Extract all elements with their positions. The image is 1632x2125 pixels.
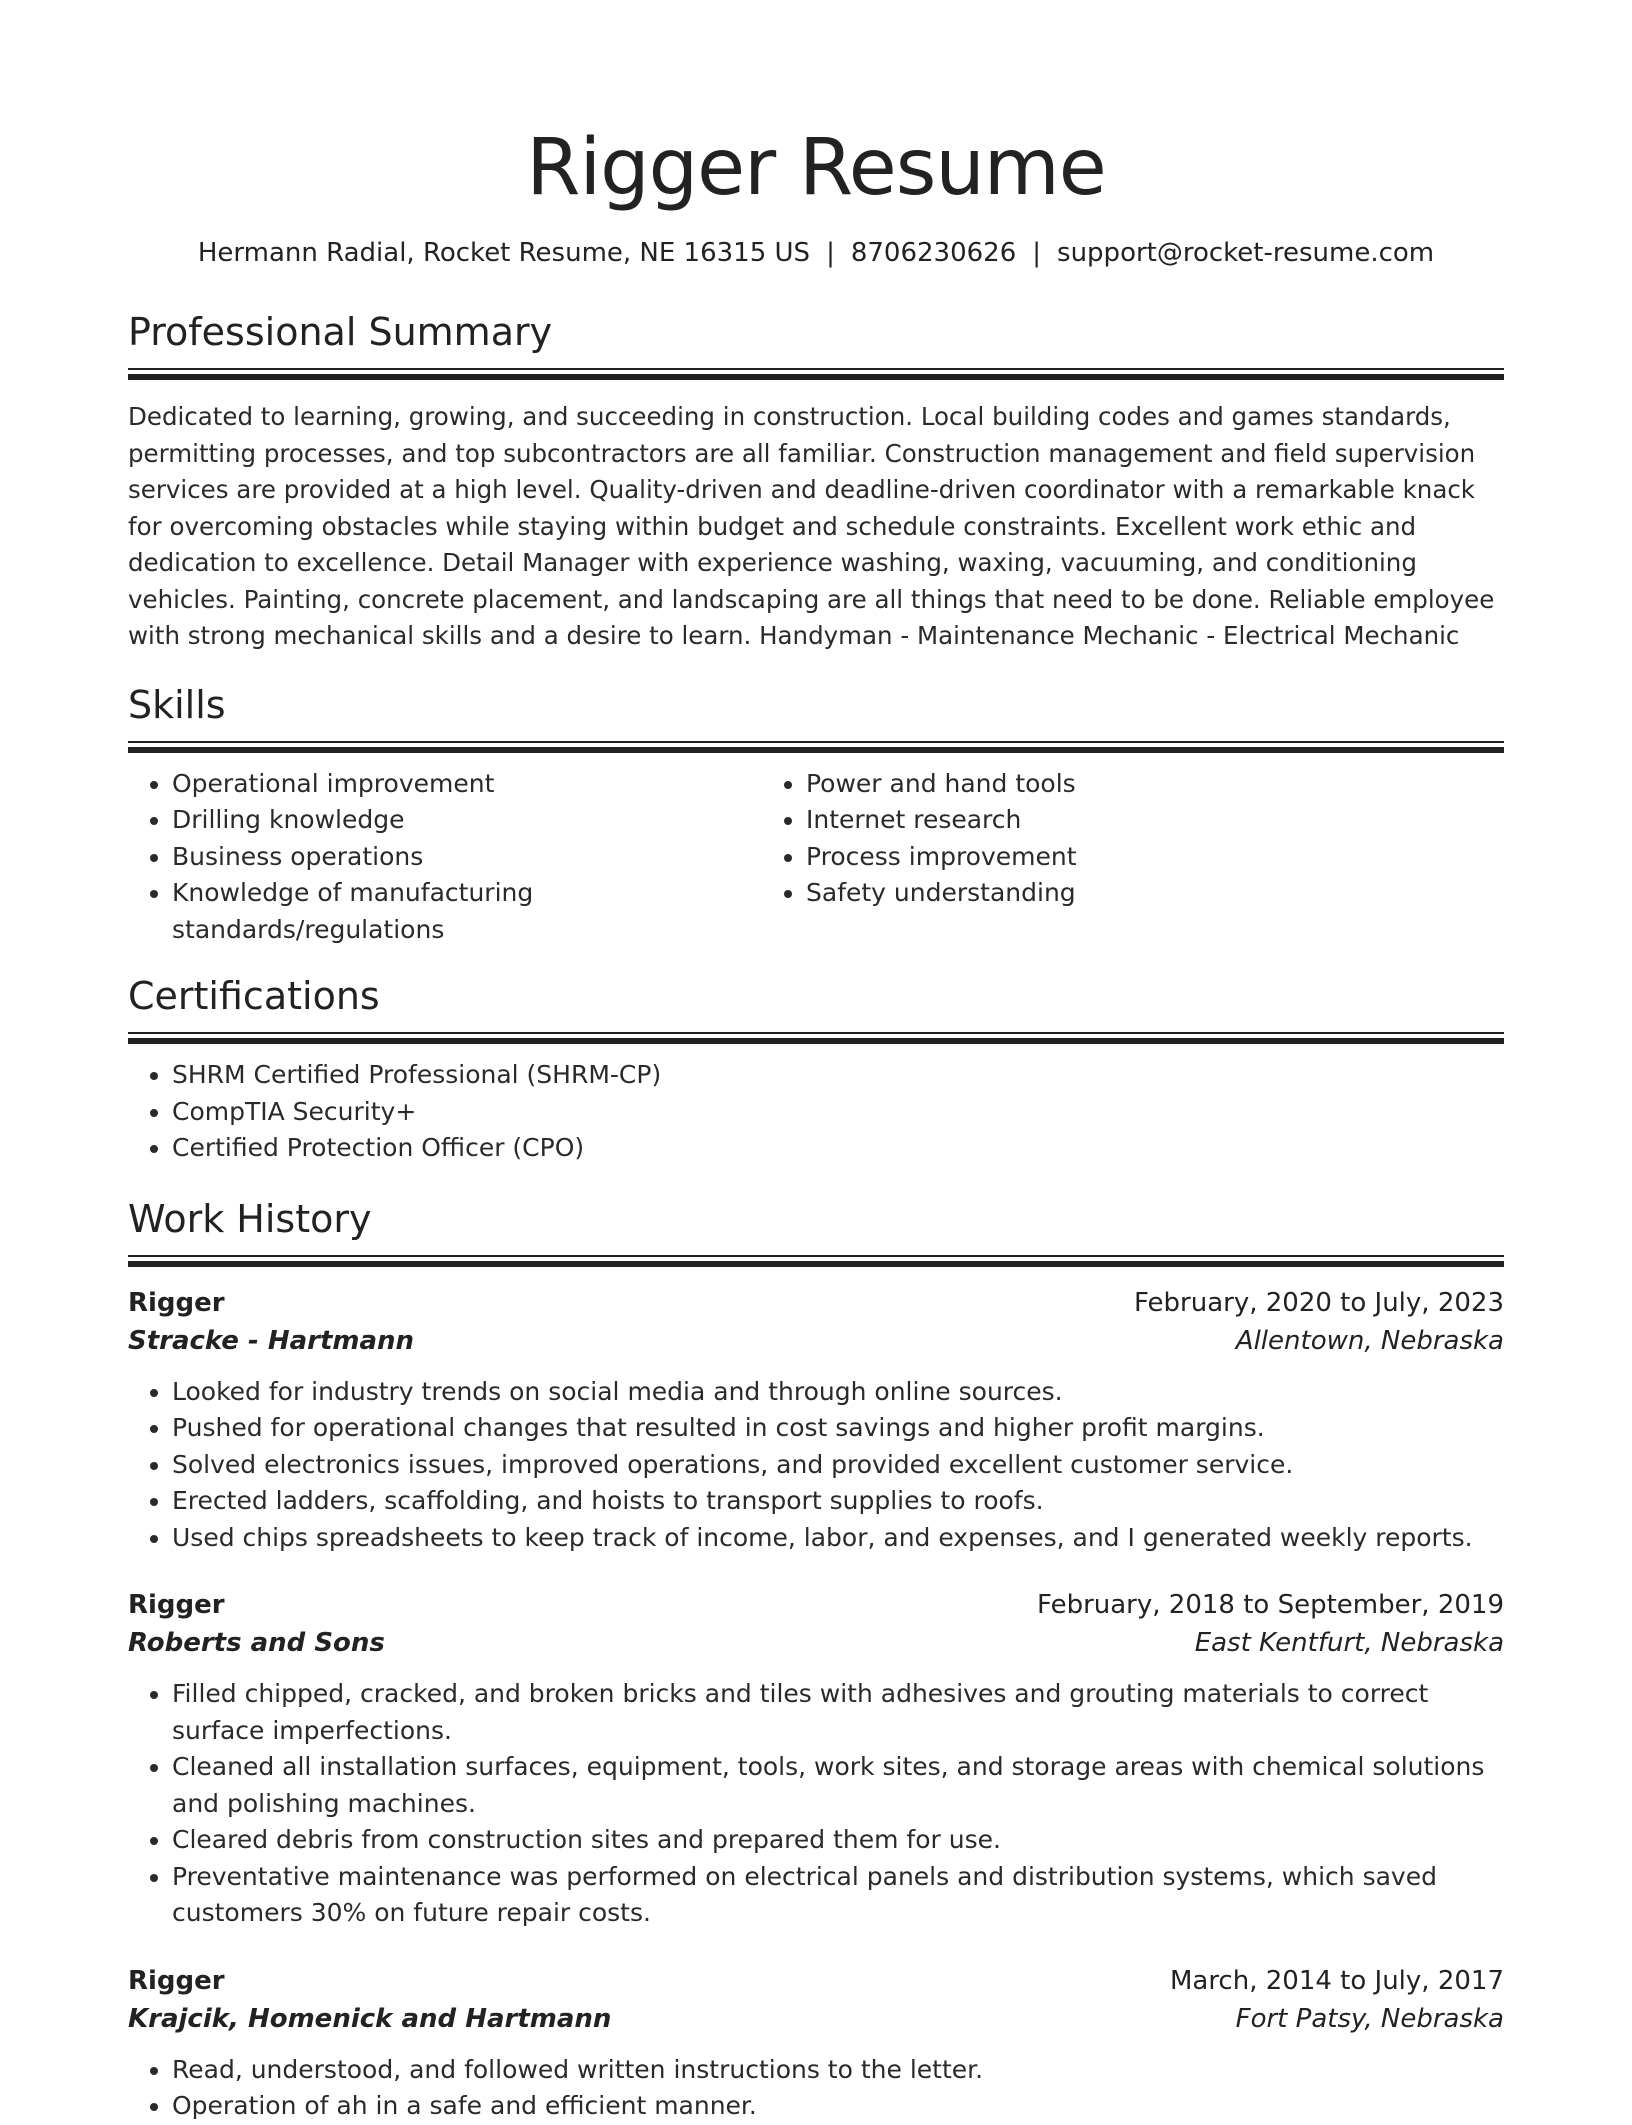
- certifications-list: [128, 1057, 1504, 1167]
- job-company: Krajcik, Homenick and Hartmann: [128, 2003, 612, 2034]
- job-bullet: • Used chips spreadsheets to keep track of income, labor, and expenses, and I generated weekly reports.: [172, 1520, 1504, 1557]
- job-bullets: [128, 1374, 1504, 1557]
- skills-list-right: [762, 766, 1396, 949]
- job-bullet: • Erected ladders, scaffolding, and hoists to transport supplies to roofs.: [172, 1483, 1504, 1520]
- job-company: Stracke - Hartmann: [128, 1325, 415, 1356]
- job-bullet: • Looked for industry trends on social media and through online sources.: [172, 1374, 1504, 1411]
- summary-heading: Professional Summary: [128, 310, 553, 354]
- job-title: Rigger: [128, 1965, 225, 1996]
- skill-item: • Business operations: [172, 839, 762, 876]
- section-divider: [128, 1255, 1504, 1264]
- skill-item: • Power and hand tools: [806, 766, 1396, 803]
- job-bullet: • Cleared debris from construction sites and prepared them for use.: [172, 1822, 1504, 1859]
- job-bullet: • Solved electronics issues, improved operations, and provided excellent customer service.: [172, 1447, 1504, 1484]
- job-subheader-row: [128, 1322, 1504, 1360]
- job-bullets: [128, 2052, 1504, 2125]
- job-header-row: [128, 1962, 1504, 2000]
- summary-section: [128, 308, 1504, 655]
- job-location: Allentown, Nebraska: [1235, 1325, 1504, 1356]
- summary-text: Dedicated to learning, growing, and succeeding in construction. Local building codes and games standards, permitting processes, and top subcontractors are all familiar. Construction management and field supervision services are provided at a high level. Quality-driven and deadline-driven coordinator with a remarkable knack for overcoming obstacles while staying within budget and schedule constraints. Excellent work ethic and dedication to excellence. Detail Manager with experience washing, waxing, vacuuming, and conditioning vehicles. Painting, concrete placement, and landscaping are all things that need to be done. Reliable employee with strong mechanical skills and a desire to learn. Handyman - Maintenance Mechanic - Electrical Mechanic: [128, 402, 1495, 650]
- contact-phone: 8706230626: [850, 238, 1017, 268]
- skill-item: • Process improvement: [806, 839, 1396, 876]
- contact-address: Hermann Radial, Rocket Resume, NE 16315 US: [197, 238, 811, 268]
- job-bullets: [128, 1676, 1504, 1932]
- skill-item: • Safety understanding: [806, 875, 1396, 912]
- skills-section: [128, 681, 1504, 949]
- job-bullet: • Filled chipped, cracked, and broken bricks and tiles with adhesives and grouting materials to correct surface imperfections.: [172, 1676, 1504, 1749]
- skill-item: • Internet research: [806, 802, 1396, 839]
- skill-item: • Drilling knowledge: [172, 802, 762, 839]
- section-divider: [128, 741, 1504, 750]
- job-header-row: [128, 1284, 1504, 1322]
- job-dates: February, 2020 to July, 2023: [1134, 1287, 1504, 1318]
- job-title: Rigger: [128, 1590, 225, 1620]
- resume-page: [128, 0, 1504, 2125]
- resume-title: Rigger Resume: [526, 123, 1106, 213]
- section-divider: [128, 368, 1504, 377]
- job-location: East Kentfurt, Nebraska: [1194, 1628, 1504, 1658]
- certification-item: • Certified Protection Officer (CPO): [172, 1130, 1504, 1167]
- work-history-section: [128, 1195, 1504, 2125]
- skills-list-left: [128, 766, 762, 949]
- certifications-heading: Certifications: [128, 974, 380, 1018]
- job-subheader-row: [128, 1624, 1504, 1662]
- work-history-heading: Work History: [128, 1196, 372, 1241]
- job-company: Roberts and Sons: [128, 1628, 385, 1658]
- job-entry: [128, 1962, 1504, 2125]
- job-dates: March, 2014 to July, 2017: [1169, 1965, 1504, 1996]
- job-title: Rigger: [128, 1287, 225, 1318]
- skills-grid: [128, 766, 1504, 949]
- job-bullet: • Cleaned all installation surfaces, equipment, tools, work sites, and storage areas with chemical solutions and polishing machines.: [172, 1749, 1504, 1822]
- contact-separator: |: [826, 238, 835, 268]
- job-bullet: • Read, understood, and followed written instructions to the letter.: [172, 2052, 1504, 2089]
- certification-item: • SHRM Certified Professional (SHRM-CP): [172, 1057, 1504, 1094]
- job-entry: [128, 1586, 1504, 1932]
- skill-item: • Operational improvement: [172, 766, 762, 803]
- job-subheader-row: [128, 2000, 1504, 2038]
- job-entry: [128, 1284, 1504, 1557]
- job-location: Fort Patsy, Nebraska: [1235, 2003, 1504, 2034]
- section-divider: [128, 1032, 1504, 1041]
- contact-separator: |: [1032, 238, 1042, 268]
- skill-item: • Knowledge of manufacturing standards/regulations: [172, 875, 762, 948]
- job-header-row: [128, 1586, 1504, 1624]
- job-bullet: • Pushed for operational changes that resulted in cost savings and higher profit margins.: [172, 1410, 1504, 1447]
- certification-item: • CompTIA Security+: [172, 1094, 1504, 1131]
- skills-heading: Skills: [128, 682, 226, 727]
- contact-line: [128, 236, 1504, 270]
- job-dates: February, 2018 to September, 2019: [1037, 1590, 1504, 1620]
- contact-email[interactable]: support@rocket-resume.com: [1057, 238, 1435, 268]
- certifications-section: [128, 972, 1504, 1167]
- job-bullet: • Operation of ah in a safe and efficient manner.: [172, 2088, 1504, 2125]
- job-bullet: • Preventative maintenance was performed on electrical panels and distribution systems, which saved customers 30% on future repair costs.: [172, 1859, 1504, 1932]
